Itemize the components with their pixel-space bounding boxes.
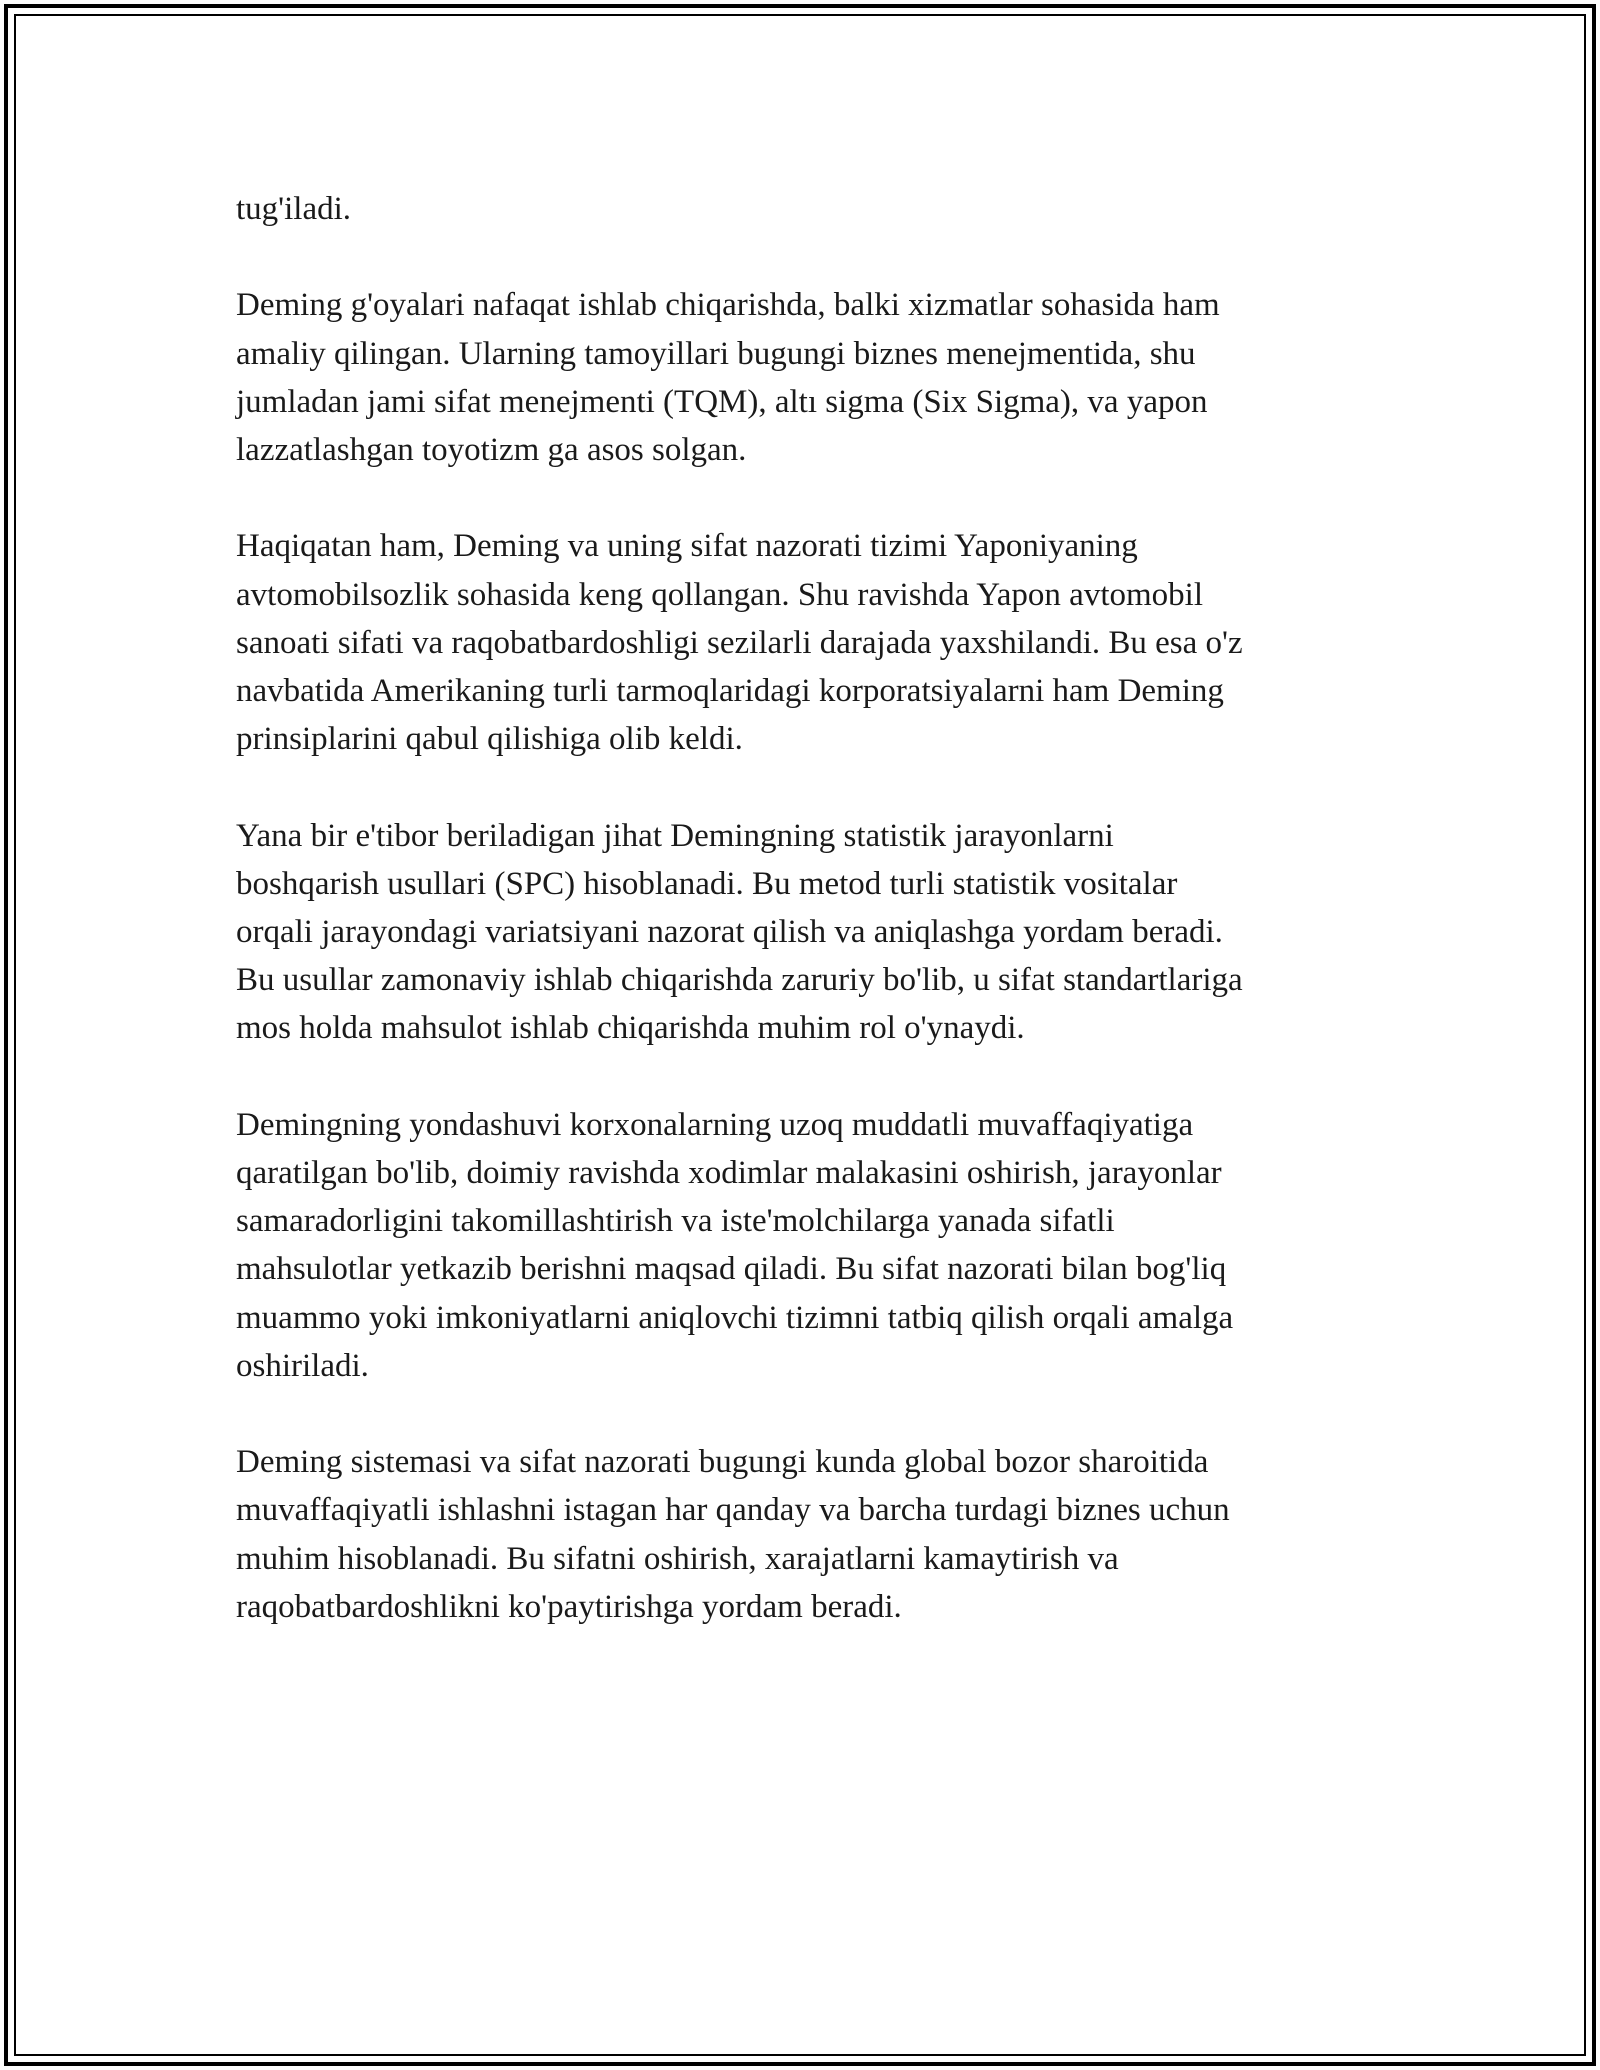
text-line: orqali jarayondagi variatsiyani nazorat qilish va aniqlashga yordam beradi. [236, 914, 1223, 950]
text-line: amaliy qilingan. Ularning tamoyillari bugungi biznes menejmentida, shu [236, 335, 1196, 372]
text-line: Deming g'oyalari nafaqat ishlab chiqarishda, balki xizmatlar sohasida ham [236, 287, 1220, 324]
text-line: muammo yoki imkoniyatlarni aniqlovchi tizimni tatbiq qilish orqali amalga [236, 1299, 1234, 1336]
text-line: avtomobilsozlik sohasida keng qollangan. Shu ravishda Yapon avtomobil [236, 576, 1203, 613]
text-line: boshqarish usullari (SPC) hisoblanadi. Bu metod turli statistik vositalar [236, 865, 1178, 902]
paragraph-6 [236, 1438, 1376, 1631]
text-line: prinsiplarini qabul qilishiga olib keldi. [236, 721, 743, 758]
text-line: Deming sistemasi va sifat nazorati bugungi kunda global bozor sharoitida [236, 1444, 1209, 1481]
text-line: jumladan jami sifat menejmenti (TQM), altı sigma (Six Sigma), va yapon [236, 383, 1208, 420]
text-line: oshiriladi. [236, 1347, 369, 1384]
text-line: Haqiqatan ham, Deming va uning sifat nazorati tizimi Yaponiyaning [236, 528, 1138, 565]
paragraph-1 [236, 185, 1376, 233]
text-line: tug'iladi. [236, 191, 352, 227]
text-line: Yana bir e'tibor beriladigan jihat Demingning statistik jarayonlarni [236, 817, 1114, 854]
text-line: navbatida Amerikaning turli tarmoqlaridagi korporatsiyalarni ham Deming [236, 673, 1224, 709]
paragraph-4 [236, 812, 1376, 1053]
text-line: mahsulotlar yetkazib berishni maqsad qiladi. Bu sifat nazorati bilan bog'liq [236, 1251, 1227, 1288]
paragraph-2 [236, 281, 1376, 474]
paragraph-3 [236, 522, 1376, 763]
paragraph-5 [236, 1101, 1376, 1390]
document-body [236, 185, 1376, 1679]
text-line: qaratilgan bo'lib, doimiy ravishda xodimlar malakasini oshirish, jarayonlar [236, 1155, 1222, 1191]
text-line: samaradorligini takomillashtirish va iste'molchilarga yanada sifatli [236, 1203, 1115, 1240]
text-line: sanoati sifati va raqobatbardoshligi sezilarli darajada yaxshilandi. Bu esa o'z [236, 624, 1243, 661]
text-line: muvaffaqiyatli ishlashni istagan har qanday va barcha turdagi biznes uchun [236, 1492, 1230, 1529]
text-line: muhim hisoblanadi. Bu sifatni oshirish, xarajatlarni kamaytirish va [236, 1540, 1119, 1577]
text-line: Demingning yondashuvi korxonalarning uzoq muddatli muvaffaqiyatiga [236, 1106, 1194, 1143]
text-line: raqobatbardoshlikni ko'paytirishga yordam beradi. [236, 1588, 902, 1625]
text-line: mos holda mahsulot ishlab chiqarishda muhim rol o'ynaydi. [236, 1010, 1025, 1047]
text-line: lazzatlashgan toyotizm ga asos solgan. [236, 432, 747, 468]
text-line: Bu usullar zamonaviy ishlab chiqarishda zaruriy bo'lib, u sifat standartlariga [236, 962, 1243, 999]
